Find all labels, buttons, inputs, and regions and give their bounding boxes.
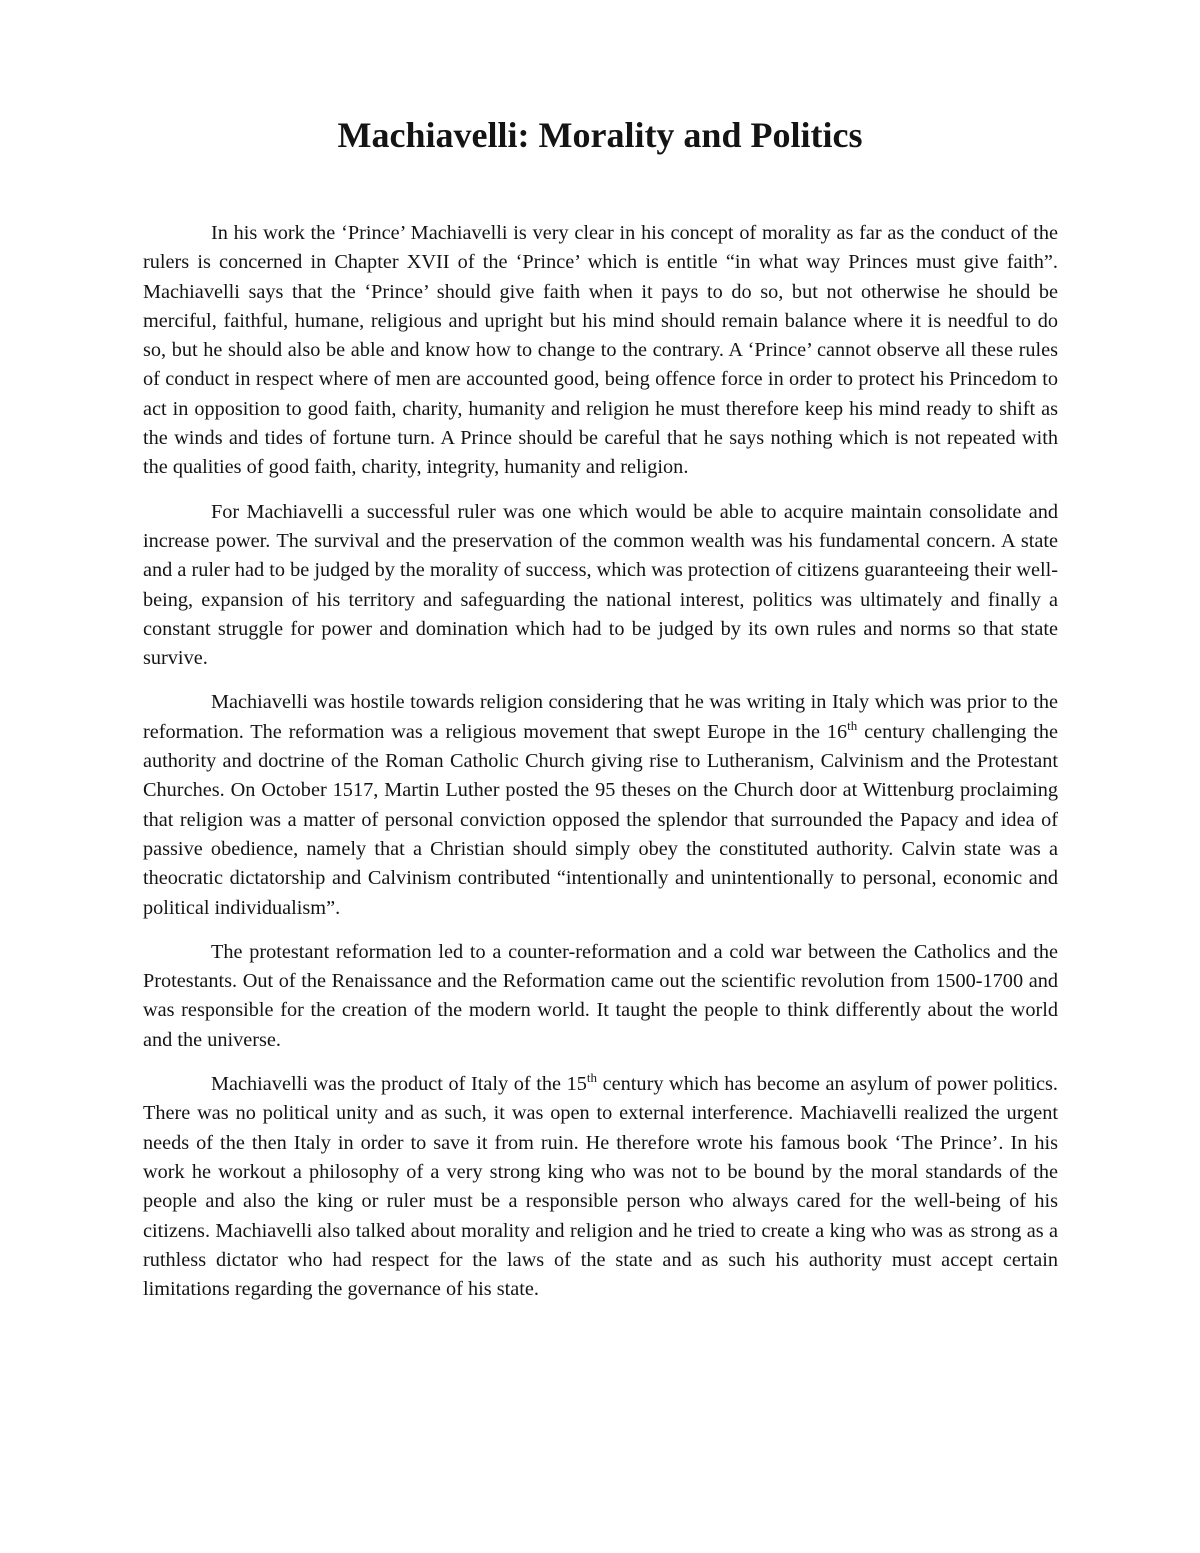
paragraph-text: In his work the ‘Prince’ Machiavelli is very clear in his concept of morality as far as the conduct of the rulers is concerned in Chapter XVII of the ‘Prince’ which is entitle “in what way Princes must give faith”. Machiavelli says that the ‘Prince’ should give faith when it pays to do so, but not otherwise he should be merciful, faithful, humane, religious and upright but his mind should remain balance where it is needful to do so, but he should also be able and know how to change to the contrary. A ‘Prince’ cannot observe all these rules of conduct in respect where of men are accounted good, being offence force in order to protect his Princedom to act in opposition to good faith, charity, humanity and religion he must therefore keep his mind ready to shift as the winds and tides of fortune turn. A Prince should be careful that he says nothing which is not repeated with the qualities of good faith, charity, integrity, humanity and religion. <box>143 222 1058 479</box>
paragraph-text: century which has become an asylum of power politics. There was no political unity and as such, it was open to external interference. Machiavelli realized the urgent needs of the then Italy in order to save it from ruin. He therefore wrote his famous book ‘The Prince’. In his work he workout a philosophy of a very strong king who was not to be bound by the moral standards of the people and also the king or ruler must be a responsible person who always cared for the well-being of his citizens. Machiavelli also talked about morality and religion and he tried to create a king who was as strong as a ruthless dictator who had respect for the laws of the state and as such his authority must accept certain limitations regarding the governance of his state. <box>143 1073 1058 1301</box>
paragraph-text: Machiavelli was the product of Italy of the 15 <box>211 1073 587 1096</box>
paragraph-text: century challenging the authority and doctrine of the Roman Catholic Church giving rise to Lutheranism, Calvinism and the Protestant Churches. On October 1517, Martin Luther posted the 95 theses on the Church door at Wittenburg proclaiming that religion was a matter of personal conviction opposed the splendor that surrounded the Papacy and idea of passive obedience, namely that a Christian should simply obey the constituted authority. Calvin state was a theocratic dictatorship and Calvinism contributed “intentionally and unintentionally to personal, economic and political individualism”. <box>143 720 1058 919</box>
ordinal-superscript: th <box>847 717 858 733</box>
paragraph-5 <box>143 1070 1058 1304</box>
paragraph-text: The protestant reformation led to a counter-reformation and a cold war between the Catholics and the Protestants. Out of the Renaissance and the Reformation came out the scientific revolution from 1500-1700 and was responsible for the creation of the modern world. It taught the people to think differently about the world and the universe. <box>143 940 1058 1051</box>
paragraph-text: For Machiavelli a successful ruler was one which would be able to acquire maintain consolidate and increase power. The survival and the preservation of the common wealth was his fundamental concern. A state and a ruler had to be judged by the morality of success, which was protection of citizens guaranteeing their well-being, expansion of his territory and safeguarding the national interest, politics was ultimately and finally a constant struggle for power and domination which had to be judged by its own rules and norms so that state survive. <box>143 500 1058 670</box>
document-body <box>143 219 1058 1319</box>
paragraph-2 <box>143 498 1058 674</box>
paragraph-1 <box>143 219 1058 483</box>
paragraph-3 <box>143 688 1058 922</box>
ordinal-superscript: th <box>586 1070 598 1086</box>
document-title: Machiavelli: Morality and Politics <box>337 115 863 155</box>
paragraph-4 <box>143 938 1058 1055</box>
paragraph-text: Machiavelli was hostile towards religion considering that he was writing in Italy which was prior to the reformation. The reformation was a religious movement that swept Europe in the 16 <box>143 691 1058 743</box>
